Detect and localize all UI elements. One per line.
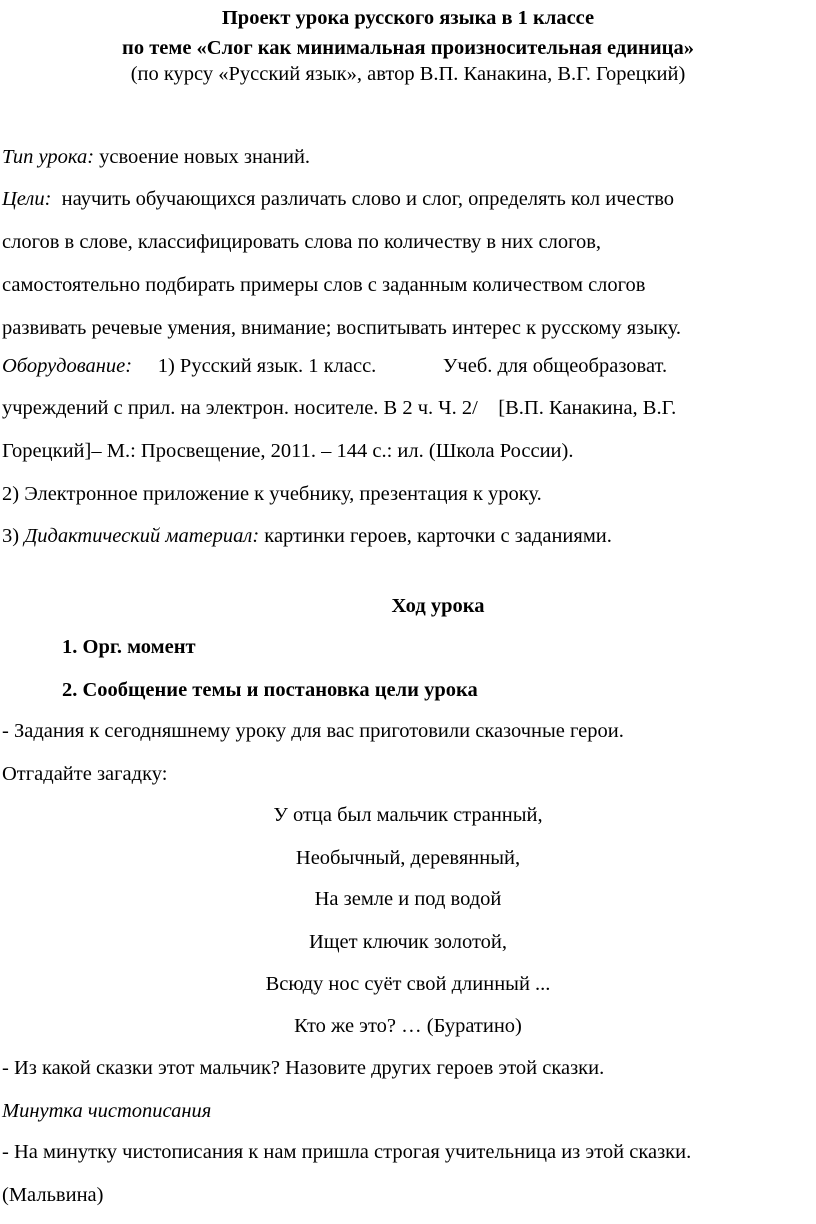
doc-title-line1: Проект урока русского языка в 1 классе — [221, 7, 595, 29]
riddle-line-4: Ищет ключик золотой, — [308, 931, 508, 953]
goals-line-1 — [2, 189, 674, 210]
calligraphy-line-1: - На минутку чистописания к нам пришла строгая учительница из этой сказки. — [2, 1141, 692, 1163]
riddle-line-6: Кто же это? … (Буратино) — [294, 1015, 522, 1037]
goals-text-1: научить обучающихся различать слово и слог, определять кол ичество — [51, 188, 674, 210]
riddle-line-1: У отца был мальчик странный, — [273, 804, 543, 826]
didactic-line — [2, 526, 612, 547]
doc-title-line2: по теме «Слог как минимальная произносительная единица» — [122, 37, 694, 59]
equipment-line-2: учреждений с прил. на электрон. носителе. В 2 ч. Ч. 2/ [В.П. Канакина, В.Г. — [2, 397, 677, 419]
task-line-2: Отгадайте загадку: — [2, 763, 168, 785]
didactic-num: 3) — [2, 525, 25, 547]
lesson-heading: Ход урока — [391, 595, 485, 617]
goals-line-2: слогов в слове, классифицировать слова по количеству в них слогов, — [2, 231, 602, 253]
goals-line-3: самостоятельно подбирать примеры слов с заданным количеством слогов — [2, 274, 646, 296]
lesson-type-value: усвоение новых знаний. — [94, 146, 311, 168]
equipment-text-1: 1) Русский язык. 1 класс. Учеб. для общеобразоват. — [132, 355, 668, 377]
lesson-type-label: Тип урока: — [2, 146, 95, 168]
equipment-line-3: Горецкий]– М.: Просвещение, 2011. – 144 с.: ил. (Школа России). — [2, 440, 574, 462]
calligraphy-line-2: (Мальвина) — [2, 1184, 104, 1206]
equipment-line-4: 2) Электронное приложение к учебнику, презентация к уроку. — [2, 483, 542, 505]
task-line-1: - Задания к сегодняшнему уроку для вас приготовили сказочные герои. — [2, 720, 624, 742]
equipment-label: Оборудование: — [2, 355, 133, 377]
question-line: - Из какой сказки этот мальчик? Назовите других героев этой сказки. — [2, 1057, 605, 1079]
didactic-value: картинки героев, карточки с заданиями. — [259, 525, 612, 547]
calligraphy-label: Минутка чистописания — [2, 1100, 212, 1122]
riddle-line-5: Всюду нос суёт свой длинный ... — [265, 973, 551, 995]
didactic-label: Дидактический материал: — [24, 525, 260, 547]
riddle-line-2: Необычный, деревянный, — [295, 847, 521, 869]
step-1-heading: 1. Орг. момент — [62, 636, 196, 658]
goals-label: Цели: — [2, 188, 52, 210]
equipment-line-1 — [2, 356, 667, 377]
doc-subtitle: (по курсу «Русский язык», автор В.П. Канакина, В.Г. Горецкий) — [130, 63, 686, 85]
riddle-line-3: На земле и под водой — [314, 888, 502, 910]
goals-line-4: развивать речевые умения, внимание; воспитывать интерес к русскому языку. — [2, 317, 682, 339]
lesson-type — [2, 147, 310, 168]
step-2-heading: 2. Сообщение темы и постановка цели урока — [62, 679, 478, 701]
